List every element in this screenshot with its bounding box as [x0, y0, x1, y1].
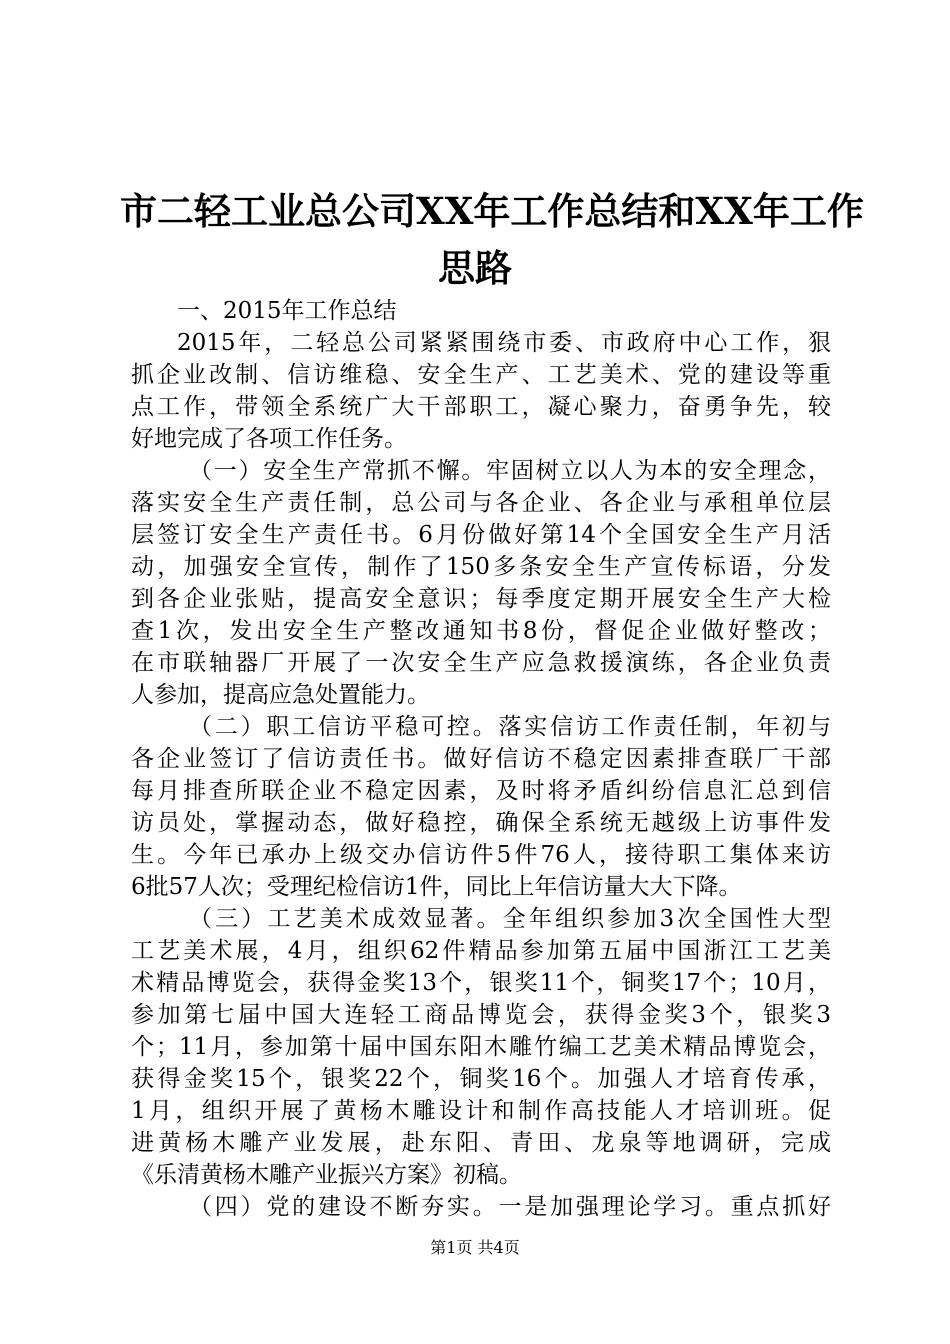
paragraph-line: 抓企业改制、信访维稳、安全生产、工艺美术、党的建设等重: [131, 362, 831, 388]
paragraph-line: 落实安全生产责任制，总公司与各企业、各企业与承租单位层: [131, 490, 831, 516]
paragraph-line: 点工作，带领全系统广大干部职工，凝心聚力，奋勇争先，较: [131, 394, 831, 420]
paragraph-line: （四）党的建设不断夯实。一是加强理论学习。重点抓好: [189, 1194, 831, 1220]
paragraph-line: 工艺美术展，4月，组织62件精品参加第五届中国浙江工艺美: [131, 938, 831, 964]
paragraph-line: 进黄杨木雕产业发展，赴东阳、青田、龙泉等地调研，完成: [131, 1130, 831, 1156]
paragraph-line: 获得金奖15个，银奖22个，铜奖16个。加强人才培育传承，: [131, 1066, 831, 1092]
paragraph-line: 《乐清黄杨木雕产业振兴方案》初稿。: [131, 1162, 522, 1188]
paragraph-line: 参加第七届中国大连轻工商品博览会，获得金奖3个，银奖3: [131, 1002, 831, 1028]
paragraph-line: 个；11月，参加第十届中国东阳木雕竹编工艺美术精品博览会，: [131, 1034, 831, 1060]
paragraph-line: （二）职工信访平稳可控。落实信访工作责任制，年初与: [189, 714, 831, 740]
document-title-line-2: 思路: [438, 246, 512, 290]
paragraph-line: 每月排查所联企业不稳定因素，及时将矛盾纠纷信息汇总到信: [131, 778, 831, 804]
paragraph-line: （一）安全生产常抓不懈。牢固树立以人为本的安全理念，: [189, 458, 831, 484]
paragraph-line: 查1次，发出安全生产整改通知书8份，督促企业做好整改；: [131, 618, 831, 644]
paragraph-line: 人参加，提高应急处置能力。: [131, 682, 430, 708]
document-body: [131, 295, 831, 1223]
paragraph-line: 在市联轴器厂开展了一次安全生产应急救援演练，各企业负责: [131, 650, 831, 676]
paragraph-line: 到各企业张贴，提高安全意识；每季度定期开展安全生产大检: [131, 586, 831, 612]
paragraph-line: 1月，组织开展了黄杨木雕设计和制作高技能人才培训班。促: [131, 1098, 831, 1124]
paragraph-line: 各企业签订了信访责任书。做好信访不稳定因素排查联厂干部: [131, 746, 831, 772]
paragraph-line: 术精品博览会，获得金奖13个，银奖11个，铜奖17个；10月，: [131, 970, 831, 996]
paragraph-line: 层签订安全生产责任书。6月份做好第14个全国安全生产月活: [131, 522, 831, 548]
section-heading: 一、2015年工作总结: [177, 298, 397, 324]
paragraph-line: 访员处，掌握动态，做好稳控，确保全系统无越级上访事件发: [131, 810, 831, 836]
paragraph-line: 好地完成了各项工作任务。: [131, 426, 407, 452]
document-title-line-1: 市二轻工业总公司XX年工作总结和XX年工作: [120, 189, 864, 233]
paragraph-line: 6批57人次；受理纪检信访1件，同比上年信访量大大下降。: [131, 874, 742, 900]
paragraph-line: （三）工艺美术成效显著。全年组织参加3次全国性大型: [189, 906, 831, 932]
paragraph-line: 生。今年已承办上级交办信访件5件76人，接待职工集体来访: [131, 842, 831, 868]
page-footer: 第1页 共4页: [430, 1238, 520, 1257]
paragraph-line: 2015年，二轻总公司紧紧围绕市委、市政府中心工作，狠: [177, 330, 831, 356]
paragraph-line: 动，加强安全宣传，制作了150多条安全生产宣传标语，分发: [131, 554, 831, 580]
